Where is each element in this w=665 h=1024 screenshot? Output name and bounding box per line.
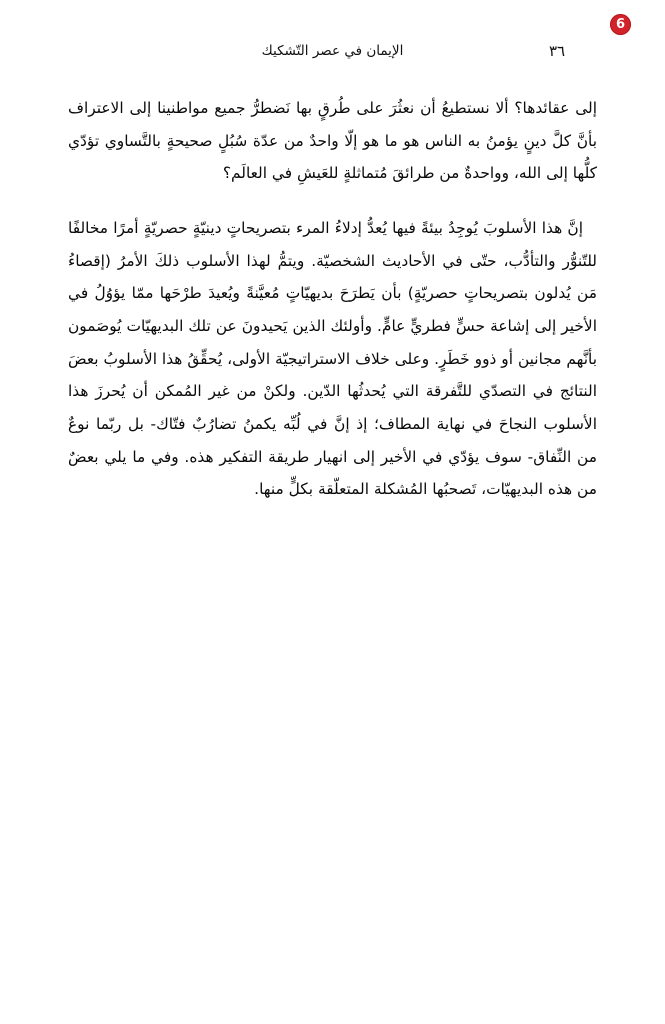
circle-badge-icon: 6	[610, 14, 631, 35]
paragraph: إنَّ هذا الأسلوبَ يُوجِدُ بيئةً فيها يُعدُّ إدلاءُ المرء بتصريحاتٍ دينيّةٍ حصريّةٍ أمرًا مخالفًا للتّنوُّر والتأدُّب، حتّى في الأحاديث الشخصيّة. ويتمُّ لهذا الأسلوب ذلكَ الأمرُ (إقصاءُ مَن يُدلون بتصريحاتٍ حصريّةٍ) بأن يَطرَحَ بديهيّاتٍ مُعيَّنةً ويُعيدَ طرْحَها ممّا يؤوُلُ في الأخير إلى إشاعة حسٍّ فطريٍّ عامٍّ. وأولئك الذين يَحيدونَ عن تلك البديهيّات يُوصَمون بأنَّهم مجانين أو ذوو خَطَرٍ. وعلى خلاف الاستراتيجيّة الأولى، يُحقِّقُ هذا الأسلوبُ بعضَ النتائج في التصدّي للتَّفرقة التي يُحدثُها الدّين. ولكنْ من غير المُمكن أن يُحرزَ هذا الأسلوب النجاحَ في نهاية المطاف؛ إذ إنَّ في لُبِّه يكمنُ تضارُبٌ فتّاك- بل ربّما نوعٌ من النِّفاق- سوف يؤدّي في الأخير إلى انهيار طريقة التفكير هذه. وفي ما يلي بعضٌ من هذه البديهيّات، تَصحبُها المُشكلة المتعلّقة بكلٍّ منها.	[68, 218, 597, 499]
paragraph: إلى عقائدها؟ ألا نستطيعُ أن نعثُرَ على طُرقٍ بها نَضطرُّ جميع مواطنينا إلى الاعتراف بأنَّ كلَّ دينٍ يؤمنُ به الناس هو ما هو إلّا واحدٌ من عدّة سُبُلٍ صحيحةٍ بالتَّساوي تؤدّي كلُّها إلى الله، وواحدةٌ من طرائقَ مُتماثلةٍ للعَيشِ في العالَم؟	[68, 99, 597, 183]
running-header	[70, 40, 595, 62]
header-book-title: الإيمان في عصر التّشكيك	[261, 43, 404, 59]
body-text-column	[68, 92, 597, 520]
page-number: ٣٦	[549, 42, 566, 60]
